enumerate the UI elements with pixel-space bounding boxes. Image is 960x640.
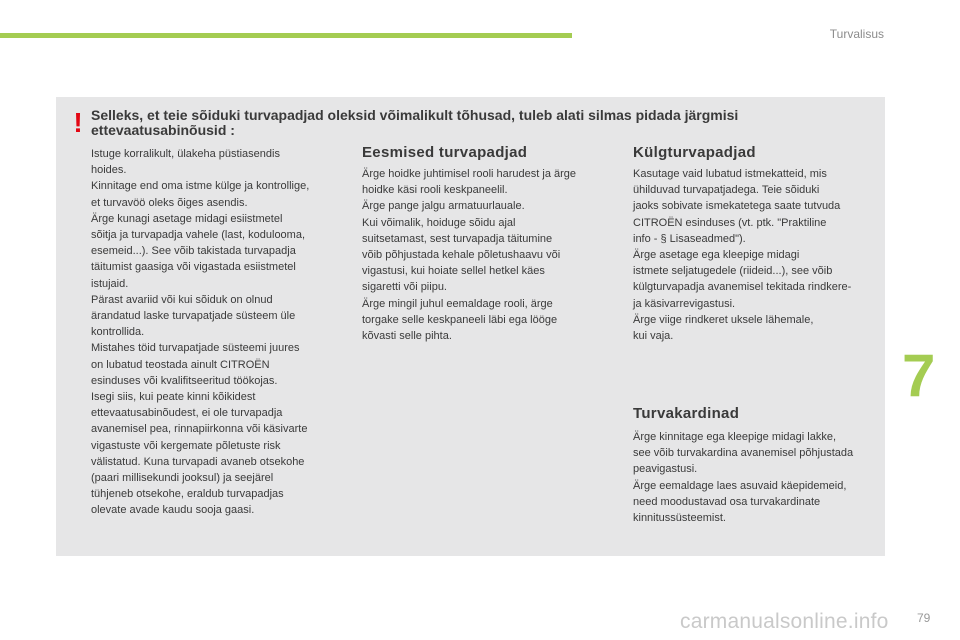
front-airbags-heading: Eesmised turvapadjad bbox=[362, 144, 528, 161]
side-airbags-text: Kasutage vaid lubatud istmekatteid, mis ühilduvad turvapatjadega. Teie sõiduki jaoks sobivate ismekatetega saate tutvuda CITROËN esinduses (vt. ptk. "Praktiline info - § Lisaseadmed"). Ärge asetage ega kleepige midagi istmete seljatugedele (riideid...), see võib külgturvapadja avanemisel tekitada rindkere- ja käsivarrevigastusi. Ärge viige rindkeret uksele lähemale, kui vaja. bbox=[633, 168, 852, 343]
exclamation-icon: ! bbox=[73, 107, 83, 138]
curtain-airbags-text: Ärge kinnitage ega kleepige midagi lakke, see võib turvakardina avanemisel põhjustada peavigastusi. Ärge eemaldage laes asuvaid käepidemeid, need moodustavad osa turvakardinate kinnitussüsteemist. bbox=[633, 431, 854, 525]
watermark: carmanualsonline.info bbox=[680, 610, 889, 633]
page-number: 79 bbox=[917, 611, 931, 625]
section-title: Turvalisus bbox=[829, 27, 884, 41]
curtain-airbags-heading: Turvakardinad bbox=[633, 405, 740, 422]
side-airbags-heading: Külgturvapadjad bbox=[633, 144, 756, 161]
left-column-text: Istuge korralikult, ülakeha püstiasendis hoides. Kinnitage end oma istme külge ja kontrollige, et turvavöö oleks õiges asendis. Ärge kunagi asetage midagi esiistmetel sõitja ja turvapadja vahele (last, kodulooma, esemeid...). See võib takistada turvapadja täitumist gaasiga või vigastada esiistmetel istujaid. Pärast avariid või kui sõiduk on olnud ärandatud laske turvapatjade süsteem üle kontrollida. Mistahes töid turvapatjade süsteemi juures on lubatud teostada ainult CITROËN esinduses või kvalifitseeritud töökojas. Isegi siis, kui peate kinni kõikidest ettevaatusabinõudest, ei ole turvapadja avanemisel pea, rinnapiirkonna või käsivarte vigastuste või kergemate põletuste risk välistatud. Kuna turvapadi avaneb otsekohe (paari millisekundi jooksul) ja seejärel tühjeneb otsekohe, eraldub turvapadjas olevate avade kaudu sooja gaasi. bbox=[91, 148, 310, 517]
front-airbags-text: Ärge hoidke juhtimisel rooli harudest ja ärge hoidke käsi rooli keskpaneelil. Ärge pange jalgu armatuurlauale. Kui võimalik, hoiduge sõidu ajal suitsetamast, sest turvapadja täitumine võib põhjustada kehale põletushaavu või vigastusi, kui hoiate sellel hetkel käes sigaretti või piipu. Ärge mingil juhul eemaldage rooli, ärge torgake selle keskpaneeli läbi ega lööge kõvasti selle pihta. bbox=[362, 168, 577, 343]
warning-headline: Selleks, et teie sõiduki turvapadjad oleksid võimalikult tõhusad, tuleb alati silmas pidada järgmisi ettevaatusabinõusid : bbox=[91, 107, 739, 138]
chapter-number: 7 bbox=[902, 342, 936, 409]
header-accent-bar bbox=[0, 33, 572, 38]
